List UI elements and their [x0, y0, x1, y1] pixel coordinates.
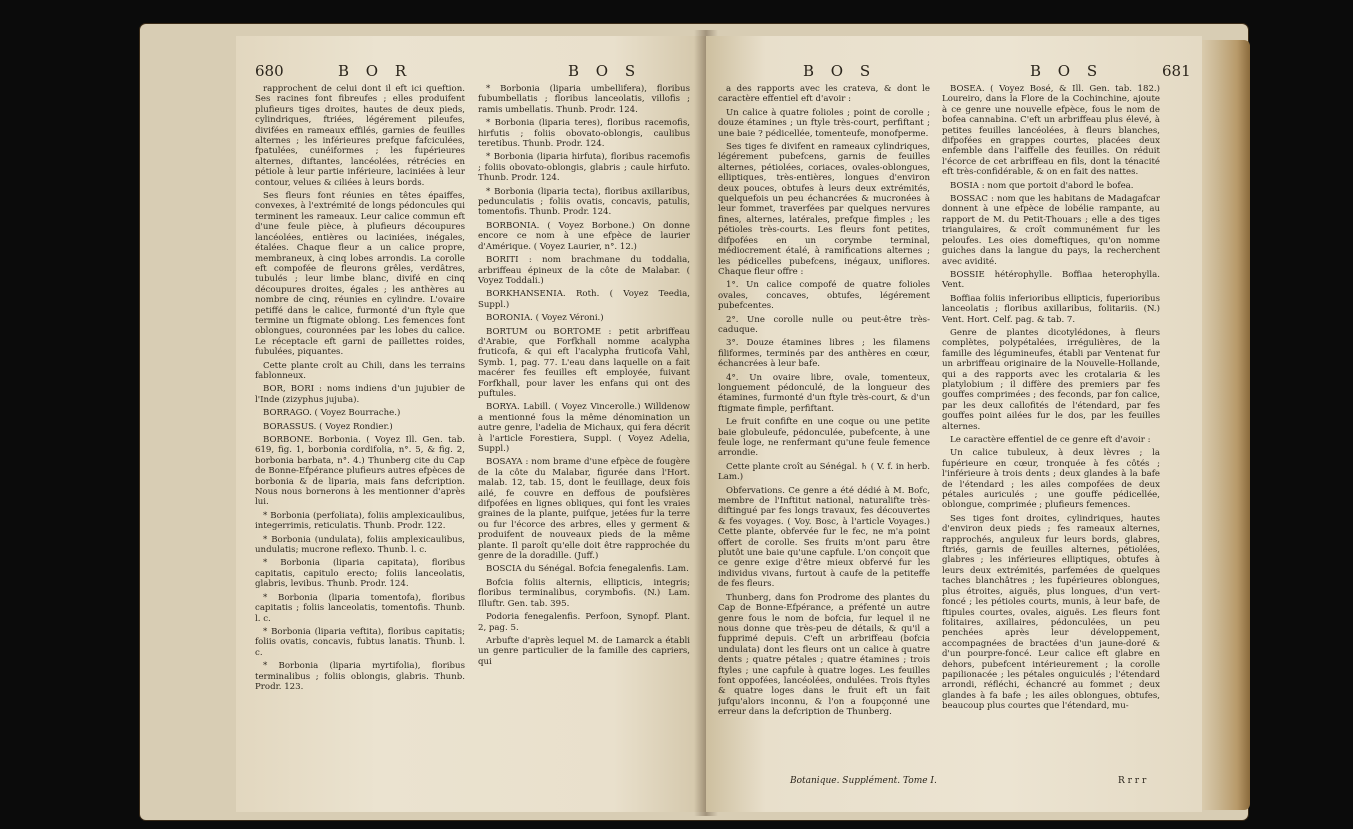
- article-paragraph: BORTUM ou BORTOME : petit arbriffeau d'Arabie, que Forfkhall nomme acalypha fruticofa, & qui eft l'acalypha fruticofa Vahl, Symb. 1, pag. 77. L'eau dans laquelle on a fait macérer fes feuilles eft employée, fuivant Forfkhall, pour laver les enfans qui ont des puftules.: [478, 326, 690, 399]
- article-paragraph: BOSSIE hétérophylle. Boffiaa heterophylla. Vent.: [942, 269, 1160, 291]
- article-paragraph: * Borbonia (undulata), foliis amplexicaulibus, undulatis; mucrone reflexo. Thunb. l. c.: [255, 534, 465, 556]
- article-paragraph: Un calice tubuleux, à deux lèvres ; la fupérieure en cœur, tronquée à fes côtés ; l'inférieure à trois dents ; deux glandes à la bafe de l'étendard ; les ailes compofées de deux pétales auriculés ; une gouffe pédicellée, oblongue, comprimée ; plufieurs femences.: [942, 448, 1160, 511]
- left-page-number: 680: [255, 62, 284, 80]
- article-paragraph: * Borbonia (liparia tecta), floribus axillaribus, pedunculatis ; foliis ovatis, concavis, patulis, tomentofis. Thunb. Prodr. 124.: [478, 186, 690, 218]
- right-column-2: [942, 84, 1160, 715]
- article-paragraph: BOSAYA : nom brame d'une efpèce de fougère de la côte du Malabar, figurée dans l'Hort. malab. 12, tab. 15, dont le feuillage, deux fois ailé, fe couvre en deffous de poufsières difpofées en lignes obliques, qui font les vraies graines de la plante, puifque, jetées fur la terre ou fur l'écorce des arbres, elles y germent & produifent de nouveaux pieds de la même plante. Il paroît qu'elle doit être rapprochée du genre de la doradille. (Juff.): [478, 457, 690, 562]
- right-page-number: 681: [1162, 62, 1191, 80]
- article-paragraph: 3°. Douze étamines libres ; les filamens filiformes, terminés par des anthères en cœur, échancrées à leur bafe.: [718, 338, 930, 370]
- article-paragraph: Bofcia foliis alternis, ellipticis, integris; floribus terminalibus, corymbofis. (N.) Lam. Illuftr. Gen. tab. 395.: [478, 577, 690, 609]
- article-paragraph: Cette plante croît au Sénégal. ♄ ( V. f. in herb. Lam.): [718, 461, 930, 483]
- article-paragraph: rapprochent de celui dont il eft ici queftion. Ses racines font fibreufes ; elles produifent plufieurs tiges droites, hautes de deux pieds, cylindriques, ftriées, légérement pileufes, divifées en rameaux effilés, garnies de feuilles alternes ; les inférieures prefque fafciculées, fpatulées, cunéiformes ; les fupérieures alternes, diftantes, lancéolées, rétrécies en pétiole à leur partie inférieure, laciniées à leur contour, velues & ciliées à leurs bords.: [255, 84, 465, 188]
- article-paragraph: 1°. Un calice compofé de quatre folioles ovales, concaves, obtufes, légérement pubefcentes.: [718, 280, 930, 312]
- left-column-1: [255, 84, 465, 695]
- right-running-head-2: B O S: [1030, 62, 1104, 80]
- article-paragraph: 2°. Une corolle nulle ou peut-être très-caduque.: [718, 314, 930, 335]
- article-paragraph: Ses tiges fe divifent en rameaux cylindriques, légérement pubefcens, garnis de feuilles alternes, pétiolées, coriaces, ovales-oblongues, elliptiques, très-entières, longues d'environ deux pouces, obtufes à leurs deux extrémités, quelquefois un peu échancrées & mucronées à leur fommet, traverfées par quelques nervures fines, alternes, latérales, prefque fimples ; les pétioles très-courts. Les fleurs font petites, difpofées en un corymbe terminal, médiocrement étalé, à ramifications alternes ; les pédicelles pubefcens, inégaux, uniflores. Chaque fleur offre :: [718, 142, 930, 277]
- article-paragraph: BORKHANSENIA. Roth. ( Voyez Teedia, Suppl.): [478, 289, 690, 310]
- right-running-head-1: B O S: [803, 62, 877, 80]
- article-paragraph: BORONIA. ( Voyez Véroni.): [486, 313, 604, 324]
- right-column-1: [718, 84, 930, 721]
- article-paragraph: * Borbonia (liparia veftita), floribus capitatis; foliis ovatis, concavis, fubtus lanatis. Thunb. l. c.: [255, 626, 465, 658]
- article-paragraph: * Borbonia (perfoliata), foliis amplexicaulibus, integerrimis, reticulatis. Thunb. Prodr. 122.: [255, 510, 465, 532]
- left-column-2: [478, 84, 690, 670]
- article-paragraph: Ses fleurs font réunies en têtes épaiffes, convexes, à l'extrémité de longs pédoncules qui terminent les rameaux. Leur calice commun eft d'une feule pièce, à plufieurs découpures lancéolées, entières ou laciniées, inégales, étalées. Chaque fleur a un calice propre, membraneux, à cinq lobes arrondis. La corolle eft compofée de fleurons grêles, verdâtres, tubulés ; leur limbe blanc, divifé en cinq découpures droites, égales ; les anthères au nombre de cinq, réunies en cylindre. L'ovaire petiffé dans le calice, furmonté d'un ftyle que termine un ftigmate oblong. Les femences font oblongues, couronnées par les lobes du calice. Le réceptacle eft garni de paillettes roides, fubulées, piquantes.: [255, 191, 465, 358]
- article-paragraph: 4°. Un ovaire libre, ovale, tomenteux, longuement pédonculé, de la longueur des étamines, furmonté d'un ftyle très-court, & d'un ftigmate fimple, perfiftant.: [718, 372, 930, 414]
- article-paragraph: BORBONIA. ( Voyez Borbone.) On donne encore ce nom à une efpèce de laurier d'Amérique. ( Voyez Laurier, n°. 12.): [478, 220, 690, 252]
- article-paragraph: BORITI : nom brachmane du toddalia, arbriffeau épineux de la côte de Malabar. ( Voyez Toddali.): [478, 255, 690, 286]
- article-paragraph: * Borbonia (liparia myrtifolia), floribus terminalibus ; foliis oblongis, glabris. Thunb. Prodr. 123.: [255, 661, 465, 692]
- article-paragraph: BORRAGO. ( Voyez Bourrache.): [263, 408, 401, 419]
- article-paragraph: * Borbonia (liparia umbellifera), floribus fubumbellatis ; floribus lanceolatis, villofis ; ramis umbellatis. Thunb. Prodr. 124.: [478, 84, 690, 115]
- article-paragraph: Un calice à quatre folioles ; point de corolle ; douze étamines ; un ftyle très-court, perfiftant ; une baie ? pédicellée, tomenteufe, monofperme.: [718, 107, 930, 139]
- article-paragraph: Podoria fenegalenfis. Perfoon, Synopf. Plant. 2, pag. 5.: [478, 612, 690, 633]
- article-paragraph: Genre de plantes dicotylédones, à fleurs complètes, polypétalées, irrégulières, de la famille des légumineufes, établi par Ventenat fur un arbriffeau originaire de la Nouvelle-Hollande, qui a des rapports avec les crotalaria & les platylobium ; il diffère des premiers par fes gouffes comprimées ; des feconds, par fon calice, par les deux callofités de l'étendard, par fes gouffes point ailées fur le dos, par les feuilles alternes.: [942, 327, 1160, 432]
- article-paragraph: * Borbonia (liparia capitata), floribus capitatis, capitulo erecto; foliis lanceolatis, glabris, levibus. Thunb. Prodr. 124.: [255, 558, 465, 590]
- article-paragraph: Le caractère effentiel de ce genre eft d'avoir :: [950, 435, 1151, 445]
- article-paragraph: Boffiaa foliis inferioribus ellipticis, fuperioribus lanceolatis ; floribus axillaribus, folitariis. (N.) Vent. Hort. Celf. pag. & tab. 7.: [942, 293, 1160, 325]
- article-paragraph: a des rapports avec les crateva, & dont le caractère effentiel eft d'avoir :: [718, 84, 930, 105]
- article-paragraph: Cette plante croît au Chili, dans les terrains fablonneux.: [255, 360, 465, 381]
- article-paragraph: Thunberg, dans fon Prodrome des plantes du Cap de Bonne-Efpérance, a préfenté un autre genre fous le nom de bofcia, fur lequel il ne nous donne que très-peu de détails, & qu'il a fupprimé depuis. C'eft un arbriffeau (bofcia undulata) dont les fleurs ont un calice à quatre dents ; quatre pétales ; quatre étamines ; trois ftyles ; une capfule à quatre loges. Les feuilles font oppofées, lancéolées, ondulées. Trois ftyles & quatre loges dans le fruit eft un fait jufqu'alors inconnu, & l'on a foupçonné une erreur dans la defcription de Thunberg.: [718, 592, 930, 718]
- book-edge-right: [1198, 40, 1250, 810]
- article-paragraph: * Borbonia (liparia teres), floribus racemofis, hirfutis ; foliis obovato-oblongis, caulibus teretibus. Thunb. Prodr. 124.: [478, 118, 690, 150]
- article-paragraph: BOSIA : nom que portoit d'abord le bofea.: [950, 180, 1134, 191]
- article-paragraph: BOSEA. ( Voyez Bosé, & Ill. Gen. tab. 182.) Loureiro, dans la Flore de la Cochinchine, ajoute à ce genre une nouvelle efpèce, fous le nom de bofea cannabina. C'eft un arbriffeau plus élevé, à petites feuilles lancéolées, à fleurs blanches, difpofées en grappes courtes, placées deux enfemble dans l'aiffelle des feuilles. On réduit l'écorce de cet arbriffeau en fils, dont la ténacité eft très-confidérable, & on en fait des nattes.: [942, 84, 1160, 178]
- signature-mark: R r r r: [1118, 776, 1147, 786]
- article-paragraph: BOR, BORI : noms indiens d'un jujubier de l'Inde (zizyphus jujuba).: [255, 384, 465, 405]
- left-running-head-1: B O R: [338, 62, 413, 80]
- article-paragraph: BORBONE. Borbonia. ( Voyez Ill. Gen. tab. 619, fig. 1, borbonia cordifolia, n°. 5, & fig. 2, borbonia barbata, n°. 4.) Thunberg cite du Cap de Bonne-Efpérance plufieurs autres efpèces de borbonia & de liparia, mais fans defcription. Nous nous bornerons à les mentionner d'après lui.: [255, 435, 465, 508]
- article-paragraph: BOSSAC : nom que les habitans de Madagafcar donnent à une efpèce de lobélie rampante, au rapport de M. du Petit-Thouars ; elle a des tiges triangulaires, & croît communément fur les peloufes. Les oies domeftiques, qu'on nomme guiches dans la langue du pays, la recherchent avec avidité.: [942, 194, 1160, 267]
- footer-volume-line: Botanique. Supplément. Tome I.: [790, 776, 937, 786]
- article-paragraph: Arbufte d'après lequel M. de Lamarck a établi un genre particulier de la famille des capriers, qui: [478, 635, 690, 667]
- article-paragraph: BORYA. Labill. ( Voyez Vincerolle.) Willdenow a mentionné fous la même dénomination un autre genre, l'adelia de Michaux, qui fera décrit à l'article Forestiera, Suppl. ( Voyez Adelia, Suppl.): [478, 402, 690, 454]
- article-paragraph: Obfervations. Ce genre a été dédié à M. Bofc, membre de l'Inftitut national, naturalifte très-diftingué par fes longs travaux, fes découvertes & fes voyages. ( Voy. Bosc, à l'article Voyages.) Cette plante, obfervée fur le fec, ne m'a point offert de corolle. Ses fruits m'ont paru être plutôt une baie qu'une capfule. L'on conçoit que ce genre exige d'être mieux obfervé fur les individus vivans, furtout à caufe de la petiteffe de fes fleurs.: [718, 485, 930, 590]
- article-paragraph: * Borbonia (liparia hirfuta), floribus racemofis ; foliis obovato-oblongis, glabris ; caule hirfuto. Thunb. Prodr. 124.: [478, 152, 690, 184]
- article-paragraph: BORASSUS. ( Voyez Rondier.): [263, 421, 393, 432]
- article-paragraph: BOSCIA du Sénégal. Bofcia fenegalenfis. Lam.: [486, 564, 689, 575]
- article-paragraph: Le fruit confifte en une coque ou une petite baie globuleufe, pédonculée, pubefcente, à une feule loge, ne renfermant qu'une feule femence arrondie.: [718, 417, 930, 459]
- article-paragraph: * Borbonia (liparia tomentofa), floribus capitatis ; foliis lanceolatis, tomentofis. Thunb. l. c.: [255, 592, 465, 624]
- left-running-head-2: B O S: [568, 62, 642, 80]
- article-paragraph: Ses tiges font droites, cylindriques, hautes d'environ deux pieds ; fes rameaux alternes, rapprochés, anguleux fur leurs bords, glabres, ftriés, garnis de feuilles alternes, pétiolées, glabres ; les inférieures elliptiques, obtufes à leurs deux extrémités, parfemées de quelques taches blanchâtres ; les fupérieures oblongues, plus étroites, aiguës, plus longues, d'un vert-foncé ; les pétioles courts, munis, à leur bafe, de ftipules courtes, ovales, aiguës. Les fleurs font folitaires, axillaires, pédonculées, un peu penchées après leur développement, accompagnées de bractées d'un jaune-doré & d'un pourpre-foncé. Leur calice eft glabre en dehors, pubefcent intérieurement ; la corolle papilionacée ; les pétales onguiculés ; l'étendard arrondi, réfléchi, échancré au fommet ; deux glandes à fa bafe ; les ailes oblongues, obtufes, beaucoup plus courtes que l'étendard, mu-: [942, 513, 1160, 712]
